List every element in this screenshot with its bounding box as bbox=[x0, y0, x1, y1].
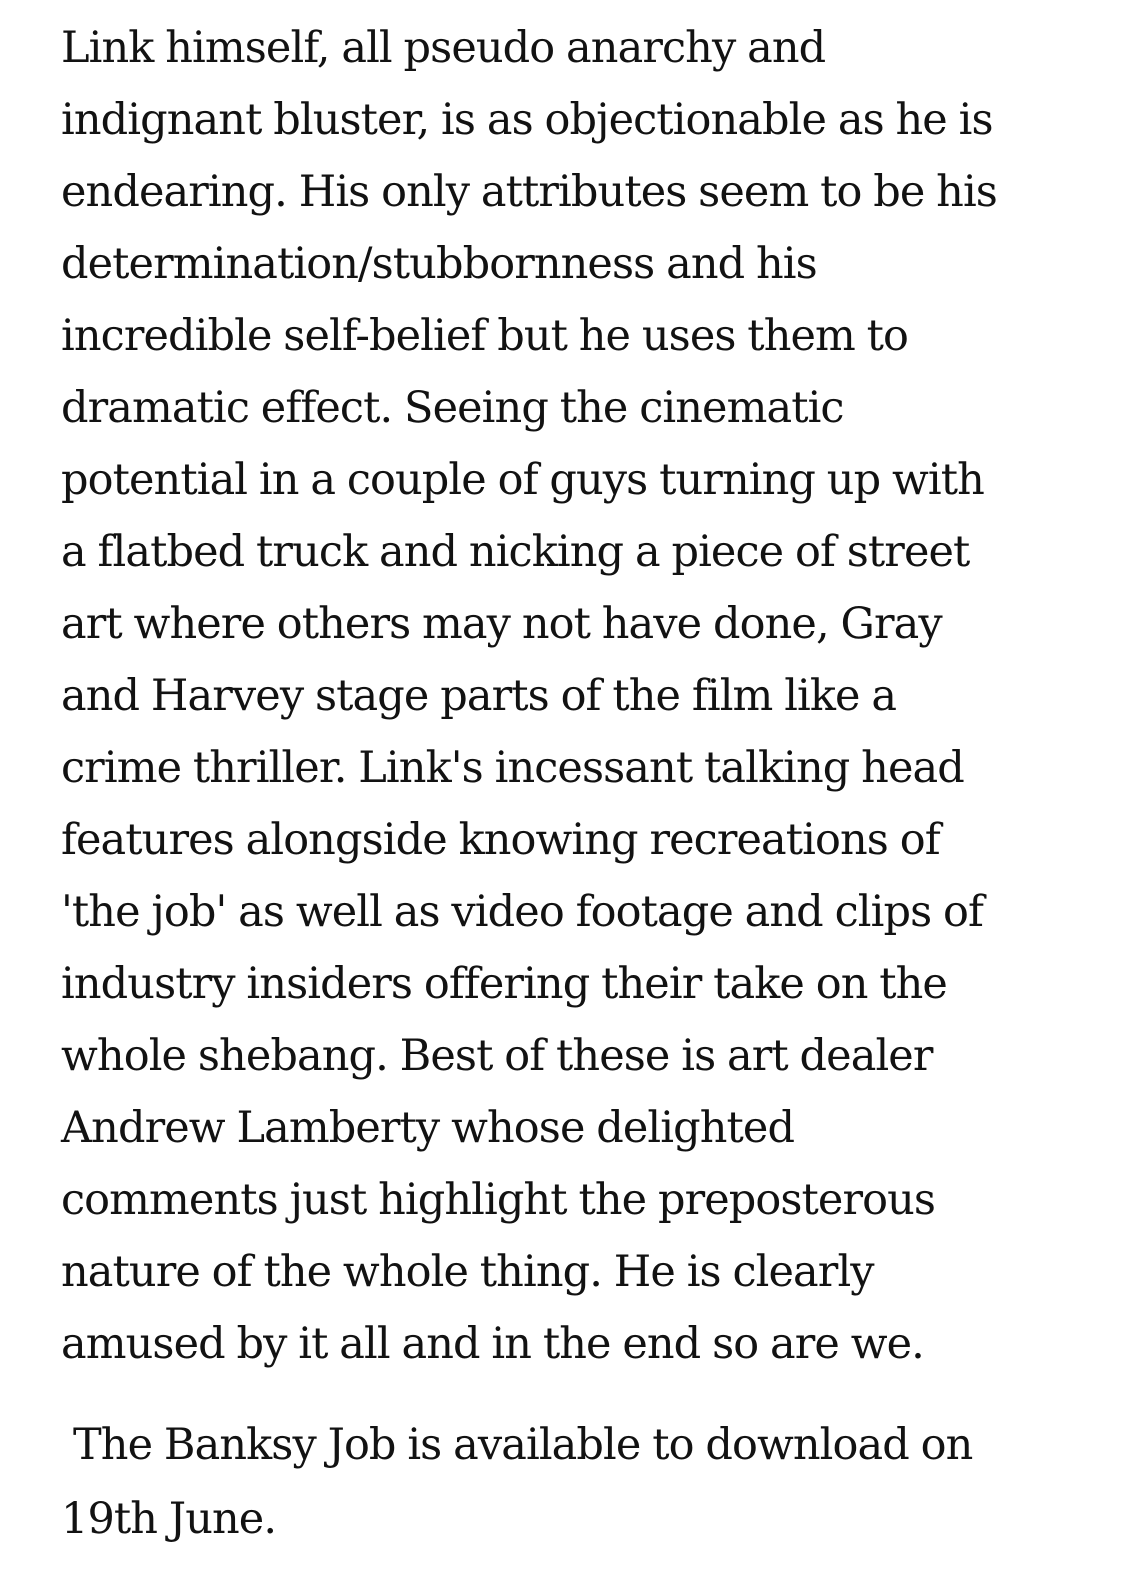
text-line: comments just highlight the preposterous bbox=[61, 1175, 936, 1225]
text-line: nature of the whole thing. He is clearly bbox=[61, 1247, 874, 1297]
text-line: 'the job' as well as video footage and clips of bbox=[61, 887, 984, 937]
text-line: 19th June. bbox=[61, 1494, 277, 1544]
text-line: crime thriller. Link's incessant talking head bbox=[61, 743, 964, 793]
text-line: and Harvey stage parts of the film like a bbox=[61, 671, 897, 721]
text-line: a flatbed truck and nicking a piece of street bbox=[61, 527, 970, 577]
text-line: amused by it all and in the end so are we. bbox=[61, 1319, 924, 1369]
text-line: art where others may not have done, Gray bbox=[61, 599, 942, 649]
text-line: The Banksy Job is available to download on bbox=[73, 1420, 973, 1470]
text-line: Link himself, all pseudo anarchy and bbox=[61, 23, 826, 73]
text-line: features alongside knowing recreations of bbox=[61, 815, 940, 865]
text-line: indignant bluster, is as objectionable as he is bbox=[61, 95, 993, 145]
text-line: Andrew Lamberty whose delighted bbox=[61, 1103, 795, 1153]
text-line: determination/stubbornness and his bbox=[61, 239, 817, 289]
review-paragraph bbox=[61, 12, 1071, 1380]
availability-paragraph bbox=[61, 1408, 1071, 1556]
text-line: endearing. His only attributes seem to be his bbox=[61, 167, 997, 217]
text-line: potential in a couple of guys turning up with bbox=[61, 455, 984, 505]
text-line: incredible self-belief but he uses them to bbox=[61, 311, 909, 361]
text-line: industry insiders offering their take on the bbox=[61, 959, 947, 1009]
text-line: whole shebang. Best of these is art dealer bbox=[61, 1031, 933, 1081]
article-body bbox=[61, 12, 1071, 1556]
text-line: dramatic effect. Seeing the cinematic bbox=[61, 383, 844, 433]
